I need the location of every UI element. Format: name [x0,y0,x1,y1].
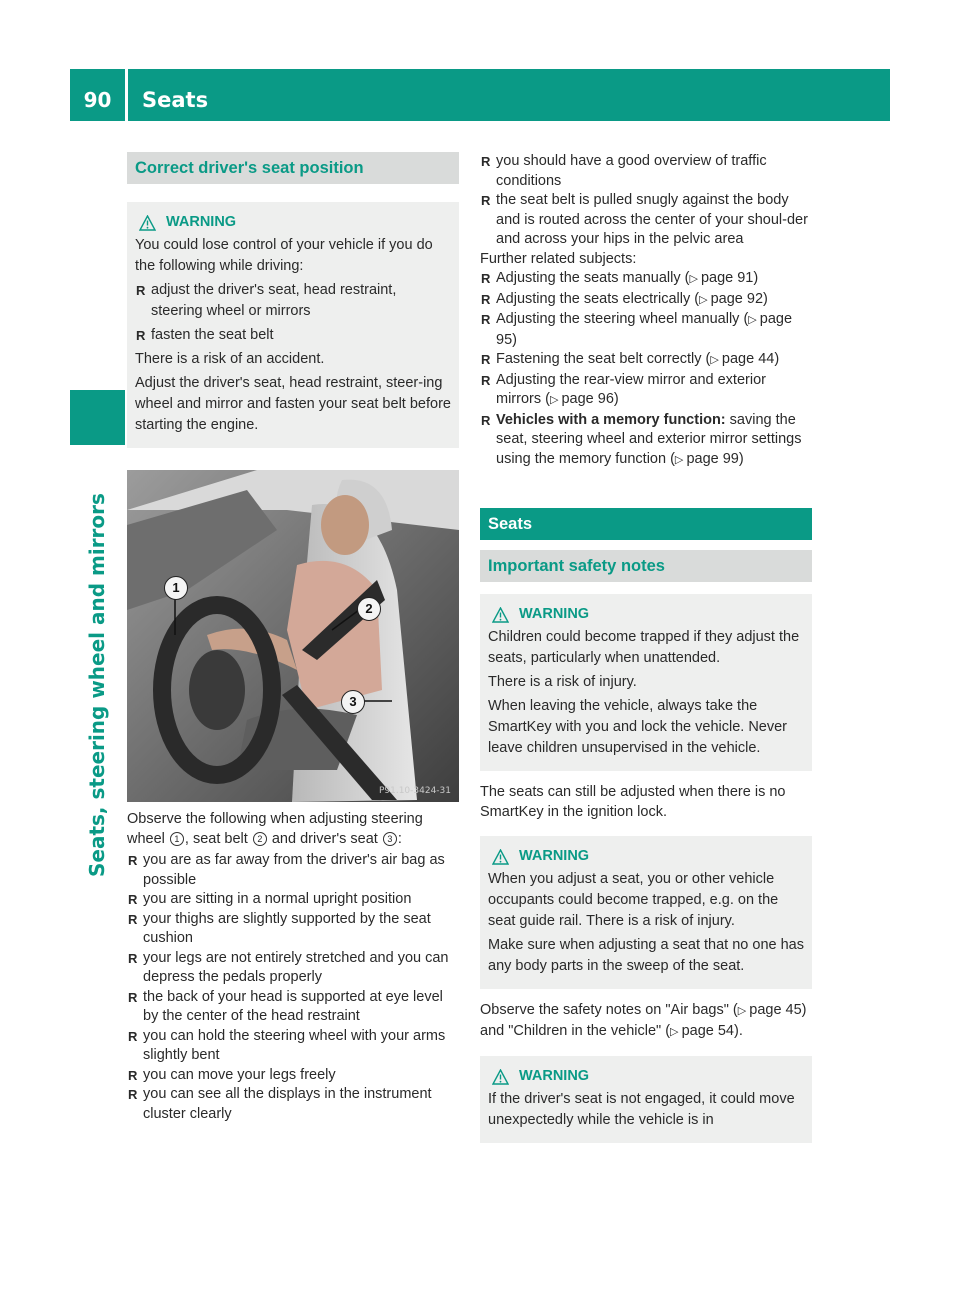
warning-text: You could lose control of your vehicle if you do the following while driving: [135,237,433,274]
number-1-icon: 1 [170,832,184,846]
list-item: R you are as far away from the driver's air bag as possible [128,852,445,888]
warning-text: When you adjust a seat, you or other vehicle occupants could become trapped, e.g. on the seat guide rail. There is a risk of injury. [488,871,779,929]
list-item: R you can move your legs freely [128,1066,336,1083]
page-reference[interactable]: page 54 [681,1022,734,1039]
related-link[interactable]: R Vehicles with a memory function: saving the seat, steering wheel and exterior mirror settings using the memory function (▷ page 99) [481,411,802,467]
list-item: R you can hold the steering wheel with your arms slightly bent [128,1027,446,1063]
warning-triangle-icon [492,849,509,865]
page-reference[interactable]: page 45 [749,1002,802,1018]
related-link[interactable]: R Adjusting the seats electrically (▷ page 92) [481,290,768,307]
warning-box-3 [480,836,812,989]
warning-action: Adjust the driver's seat, head restraint, steer-ing wheel and mirror and fasten your seat belt before starting the engine. [135,375,451,433]
header-divider [125,69,128,121]
safety-notes-reference: Observe the safety notes on "Air bags" (▷ page 45) and "Children in the vehicle" (▷ page 54). [480,1002,807,1039]
left-column [127,152,459,1124]
callout-2: 2 [357,597,381,621]
list-item: R you are sitting in a normal upright position [128,891,412,907]
list-item: R adjust the driver's seat, head restraint, steering wheel or mirrors [136,282,397,319]
list-item: R fasten the seat belt [136,327,274,343]
warning-box-2 [480,594,812,771]
warning-triangle-icon [492,1069,509,1085]
warning-heading [488,604,804,625]
list-item: R your thighs are slightly supported by the seat cushion [128,910,431,946]
related-link[interactable]: R Fastening the seat belt correctly (▷ page 44) [481,351,780,367]
warning-label: WARNING [519,1068,590,1084]
warning-text: Children could become trapped if they adjust the seats, particularly when unattended. [488,629,800,666]
right-column [480,152,812,1143]
related-link[interactable]: R Adjusting the seats manually (▷ page 91) [481,270,759,286]
warning-label: WARNING [166,214,237,230]
driver-seat-figure [127,470,459,802]
section-title: Seats [142,88,209,112]
related-subjects-list [480,269,812,470]
page-number: 90 [83,88,112,112]
warning-text: If the driver's seat is not engaged, it could move unexpectedly while the vehicle is in [488,1091,795,1128]
observe-paragraph [127,810,459,1124]
warning-bullets [135,280,451,346]
list-item: R the seat belt is pulled snugly against the body and is routed across the center of your shoul-der and across your hips in the pelvic area [481,192,808,247]
figure-code: P91.10-3424-31 [378,786,451,796]
warning-heading [135,212,451,233]
warning-heading [488,846,804,867]
continued-bullets [480,152,812,250]
warning-action: When leaving the vehicle, always take the SmartKey with you and lock the vehicle. Never leave children unsupervised in the vehicle. [488,698,787,756]
warning-risk: There is a risk of injury. [488,674,637,690]
heading-important-safety-notes: Important safety notes [480,550,812,582]
related-link[interactable]: R Adjusting the rear-view mirror and exterior mirrors (▷ page 96) [481,371,766,407]
warning-label: WARNING [519,606,590,622]
warning-box-1 [127,202,459,448]
warning-risk: There is a risk of an accident. [135,351,325,367]
chapter-tab [70,390,125,445]
adjust-note: The seats can still be adjusted when there is no SmartKey in the ignition lock. [480,784,786,820]
further-related-label: Further related subjects: [480,250,637,267]
heading-seats: Seats [480,508,812,540]
number-2-icon: 2 [253,832,267,846]
related-link[interactable]: R Adjusting the steering wheel manually (▷ page 95) [481,311,793,348]
callout-1: 1 [164,576,188,600]
heading-correct-seat-position: Correct driver's seat position [127,152,459,184]
driver-seat-illustration [127,470,459,802]
warning-heading [488,1066,804,1087]
list-item: R your legs are not entirely stretched and you can depress the pedals properly [128,949,449,985]
number-3-icon: 3 [383,832,397,846]
warning-triangle-icon [139,215,156,231]
list-item: R the back of your head is supported at eye level by the center of the head restraint [128,988,443,1024]
observe-text: Observe the following when adjusting steering wheel 1 , seat belt 2 and driver's seat 3 : [127,811,423,847]
chapter-label: Seats, steering wheel and mirrors [85,493,109,877]
list-item: R you can see all the displays in the instrument cluster clearly [128,1086,432,1122]
warning-triangle-icon [492,607,509,623]
callout-3: 3 [341,690,365,714]
seat-position-bullets [127,851,459,1124]
warning-action: Make sure when adjusting a seat that no one has any body parts in the sweep of the seat. [488,937,804,974]
right-top-text [480,152,812,470]
warning-box-4 [480,1056,812,1143]
list-item: R you should have a good overview of traffic conditions [481,153,767,189]
warning-label: WARNING [519,848,590,864]
